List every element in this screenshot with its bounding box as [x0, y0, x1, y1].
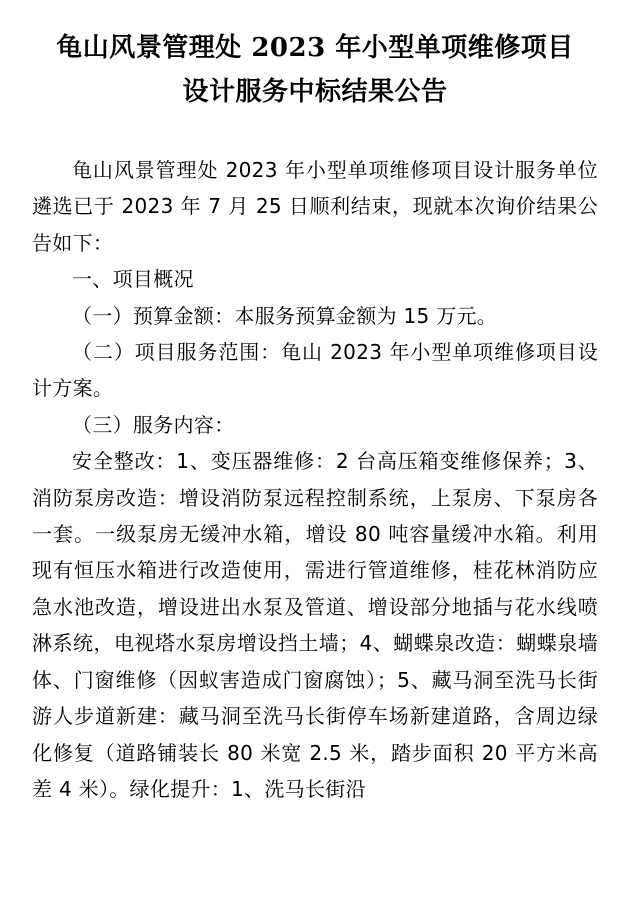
budget-paragraph: （一）预算金额：本服务预算金额为 15 万元。	[72, 303, 498, 328]
intro-paragraph: 龟山风景管理处 2023 年小型单项维修项目设计服务单位遴选已于 2023 年 7 月 25 日顺利结束，现就本次询价结果公告如下：	[32, 158, 598, 255]
service-content-paragraph: 安全整改：1、变压器维修：2 台高压箱变维修保养；3、消防泵房改造：增设消防泵远程控制系统，上泵房、下泵房各一套。一级泵房无缓冲水箱，增设 80 吨容量缓冲水箱。利用现有恒压水箱进行改造使用，需进行管道维修，桂花林消防应急水池改造，增设进出水泵及管道、增设部分地插与花水线喷淋系统，电视塔水泵房增设挡土墙；4、蝴蝶泉改造：蝴蝶泉墙体、门窗维修（因蚁害造成门窗腐蚀）；5、藏马洞至洗马长街游人步道新建：藏马洞至洗马长街停车场新建道路，含周边绿化修复（道路铺装长 80 米宽 2.5 米，踏步面积 20 平方米高差 4 米）。绿化提升：1、洗马长街沿	[32, 449, 598, 801]
document-title-line-2: 设计服务中标结果公告	[182, 77, 448, 107]
document-title-line-1: 龟山风景管理处 2023 年小型单项维修项目	[56, 33, 574, 63]
section-heading-project-overview: 一、项目概况	[72, 267, 194, 292]
service-content-heading: （三）服务内容：	[72, 412, 235, 437]
document-body	[32, 152, 598, 807]
service-scope-paragraph: （二）项目服务范围：龟山 2023 年小型单项维修项目设计方案。	[32, 340, 598, 401]
